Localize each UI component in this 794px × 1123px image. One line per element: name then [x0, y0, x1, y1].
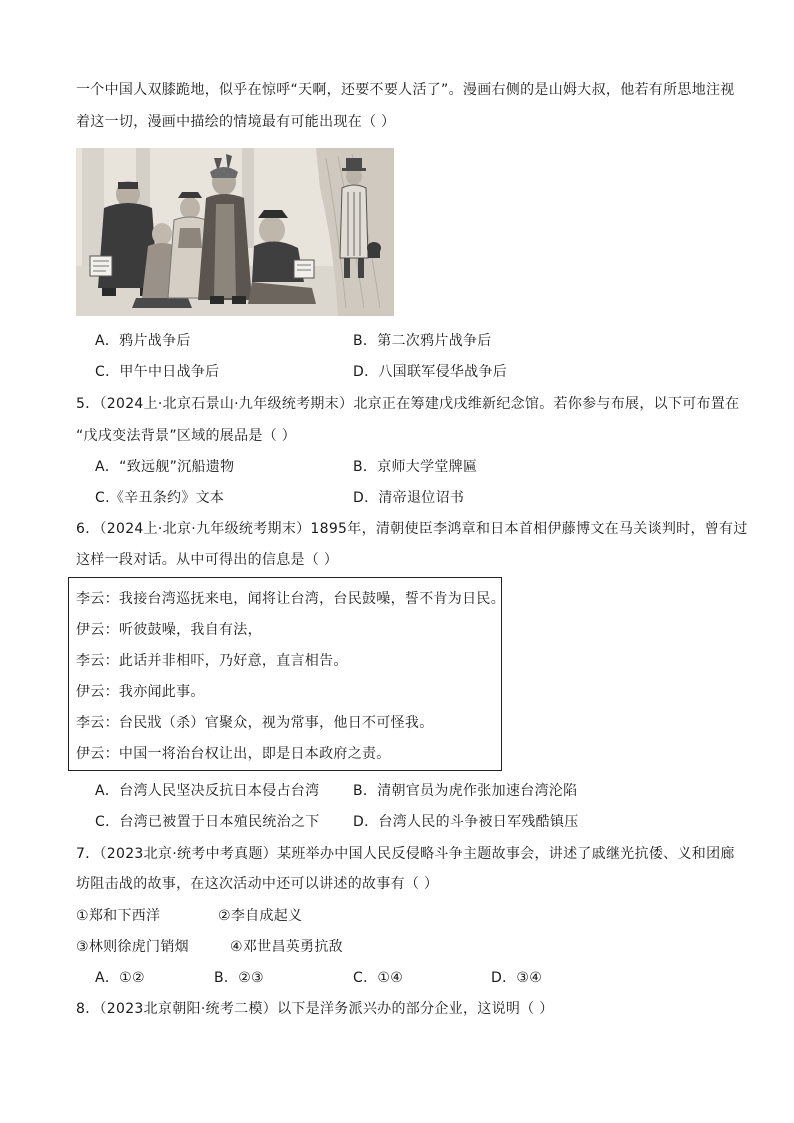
- dialogue-line: 伊云：中国一将治台权让出，即是日本政府之责。: [76, 746, 391, 762]
- q7-option-a[interactable]: A．①②: [95, 970, 145, 986]
- q5-option-a[interactable]: A．“致远舰”沉船遗物: [95, 459, 235, 475]
- q7-option-b[interactable]: B．②③: [214, 970, 264, 986]
- dialogue-line: 李云：我接台湾巡抚来电，闻将让台湾，台民鼓噪，誓不肯为日民。: [76, 591, 505, 607]
- q6-option-c[interactable]: C．台湾已被置于日本殖民统治之下: [95, 814, 320, 830]
- q7-item-1: ①郑和下西洋: [76, 908, 161, 924]
- q5-stem-line1: 5．（2024上·北京石景山·九年级统考期末）北京正在筹建戊戌维新纪念馆。若你参与布展，以下可布置在: [76, 396, 740, 412]
- q5-option-d[interactable]: D．清帝退位诏书: [353, 490, 465, 506]
- dialogue-line: 李云：此话并非相吓，乃好意，直言相告。: [76, 653, 348, 669]
- q7-item-3: ③林则徐虎门销烟: [76, 939, 189, 955]
- q7-option-c[interactable]: C．①④: [353, 970, 404, 986]
- dialogue-line: 伊云：听彼鼓噪，我自有法，: [76, 622, 262, 638]
- q7-item-4: ④邓世昌英勇抗敌: [230, 939, 343, 955]
- dialogue-box: [68, 577, 505, 771]
- q7-stem-line1: 7．（2023北京·统考中考真题）某班举办中国人民反侵略斗争主题故事会，讲述了戚继光抗倭、义和团廊: [76, 846, 735, 862]
- q5-stem-line2: “戊戌变法背景”区域的展品是（ ）: [76, 428, 297, 444]
- q5-option-b[interactable]: B．京师大学堂牌匾: [353, 459, 478, 475]
- q6-stem-line1: 6．（2024上·北京·九年级统考期末）1895年，清朝使臣李鸿章和日本首相伊藤博文在马关谈判时，曾有过: [76, 521, 748, 537]
- q4-stem-line1: 一个中国人双膝跪地，似乎在惊呼“天啊，还要不要人活了”。漫画右侧的是山姆大叔，他若有所思地注视: [76, 82, 735, 98]
- q6-option-d[interactable]: D．台湾人民的斗争被日军残酷镇压: [353, 814, 579, 830]
- q6-option-a[interactable]: A．台湾人民坚决反抗日本侵占台湾: [95, 783, 320, 799]
- q7-stem-line2: 坊阻击战的故事，在这次活动中还可以讲述的故事有（ ）: [76, 876, 439, 892]
- q8-stem-line1: 8．（2023北京朝阳·统考二模）以下是洋务派兴办的部分企业，这说明（ ）: [76, 1001, 554, 1017]
- q4-option-d[interactable]: D．八国联军侵华战争后: [353, 364, 508, 380]
- q6-option-b[interactable]: B．清朝官员为虎作张加速台湾沦陷: [353, 783, 578, 799]
- q4-option-b[interactable]: B．第二次鸦片战争后: [353, 333, 492, 349]
- dialogue-line: 李云：台民戕（杀）官聚众，视为常事，他日不可怪我。: [76, 715, 434, 731]
- q7-option-d[interactable]: D．③④: [491, 970, 543, 986]
- q4-option-c[interactable]: C．甲午中日战争后: [95, 364, 220, 380]
- dialogue-line: 伊云：我亦闻此事。: [76, 684, 205, 700]
- political-cartoon-image: [76, 148, 394, 316]
- q4-stem-line2: 着这一切，漫画中描绘的情境最有可能出现在（ ）: [76, 114, 396, 130]
- q4-option-a[interactable]: A．鸦片战争后: [95, 333, 191, 349]
- q6-stem-line2: 这样一段对话。从中可得出的信息是（ ）: [76, 552, 339, 568]
- q5-option-c[interactable]: C.《辛丑条约》文本: [95, 490, 225, 506]
- q7-item-2: ②李自成起义: [218, 908, 303, 924]
